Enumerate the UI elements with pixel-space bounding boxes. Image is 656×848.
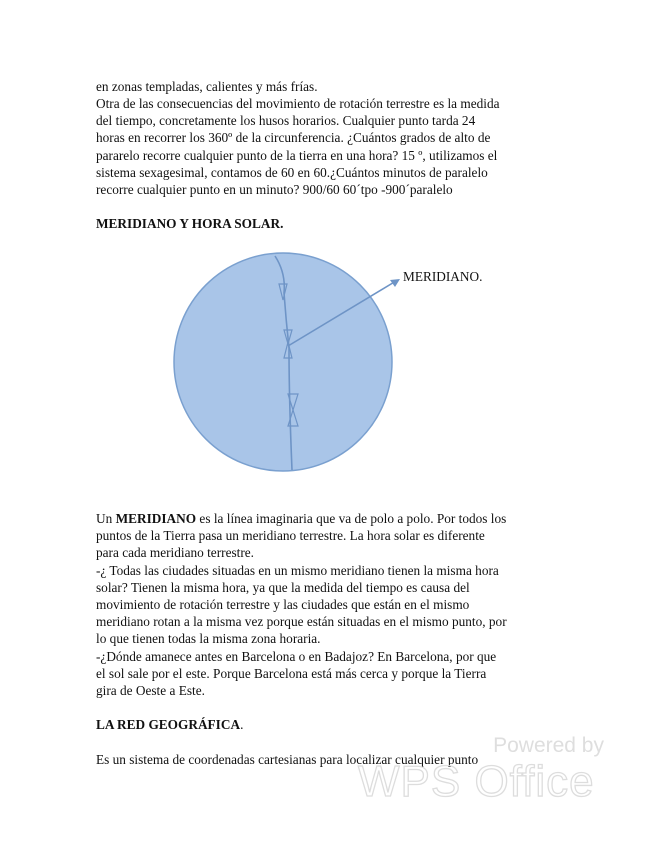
heading-text: LA RED GEOGRÁFICA bbox=[96, 717, 241, 732]
text-line: meridiano rotan a la misma vez porque están situadas en el mismo punto, por bbox=[96, 614, 507, 630]
text-line: -¿Dónde amanece antes en Barcelona o en Badajoz? En Barcelona, por que bbox=[96, 648, 497, 664]
section-heading-red-geografica bbox=[96, 717, 243, 733]
text-line: puntos de la Tierra pasa un meridiano terrestre. La hora solar es diferente bbox=[96, 528, 485, 544]
bold-term: MERIDIANO bbox=[115, 511, 197, 526]
text-line bbox=[96, 510, 507, 527]
text-fragment: es la línea imaginaria que va de polo a polo. Por todos los bbox=[196, 511, 507, 526]
text-line: para cada meridiano terrestre. bbox=[96, 545, 254, 561]
globe-circle bbox=[174, 253, 392, 471]
watermark-powered-by: Powered by bbox=[493, 734, 604, 757]
text-line: sistema sexagesimal, contamos de 60 en 60.¿Cuántos minutos de paralelo bbox=[96, 165, 488, 180]
text-line: en zonas templadas, calientes y más frías. bbox=[96, 79, 318, 94]
watermark-logo-text: WPS Office bbox=[358, 757, 595, 804]
text-fragment: Un bbox=[96, 511, 116, 526]
text-line: solar? Tienen la misma hora, ya que la medida del tiempo es causa del bbox=[96, 579, 470, 595]
text-line: movimiento de rotación terrestre y las ciudades que están en el mismo bbox=[96, 597, 470, 613]
text-line: gira de Oeste a Este. bbox=[96, 683, 205, 699]
wps-office-watermark bbox=[356, 734, 616, 806]
meridian-diagram bbox=[160, 248, 520, 478]
text-line: Otra de las consecuencias del movimiento de rotación terrestre es la medida bbox=[96, 96, 500, 111]
section-heading-meridiano: MERIDIANO Y HORA SOLAR. bbox=[96, 216, 284, 231]
text-line: el sol sale por el este. Porque Barcelona está más cerca y porque la Tierra bbox=[96, 665, 487, 681]
text-line: del tiempo, concretamente los husos horarios. Cualquier punto tarda 24 bbox=[96, 113, 476, 128]
meridian-paragraph bbox=[96, 510, 507, 699]
text-line: pararelo recorre cualquier punto de la tierra en una hora? 15 º, utilizamos el bbox=[96, 148, 498, 163]
heading-suffix: . bbox=[240, 717, 244, 732]
meridian-diagram-svg bbox=[160, 248, 520, 478]
text-line: horas en recorrer los 360º de la circunferencia. ¿Cuántos grados de alto de bbox=[96, 130, 491, 145]
wps-office-logo bbox=[356, 752, 616, 804]
meridian-label: MERIDIANO. bbox=[403, 269, 483, 284]
text-line: lo que tienen todas la misma zona horaria. bbox=[96, 631, 321, 647]
text-line: -¿ Todas las ciudades situadas en un mismo meridiano tienen la misma hora bbox=[96, 562, 499, 578]
text-line: recorre cualquier punto en un minuto? 900/60 60´tpo -900´paralelo bbox=[96, 182, 453, 197]
text-line: Es un sistema de coordenadas cartesianas para localizar cualquier punto bbox=[96, 752, 479, 767]
